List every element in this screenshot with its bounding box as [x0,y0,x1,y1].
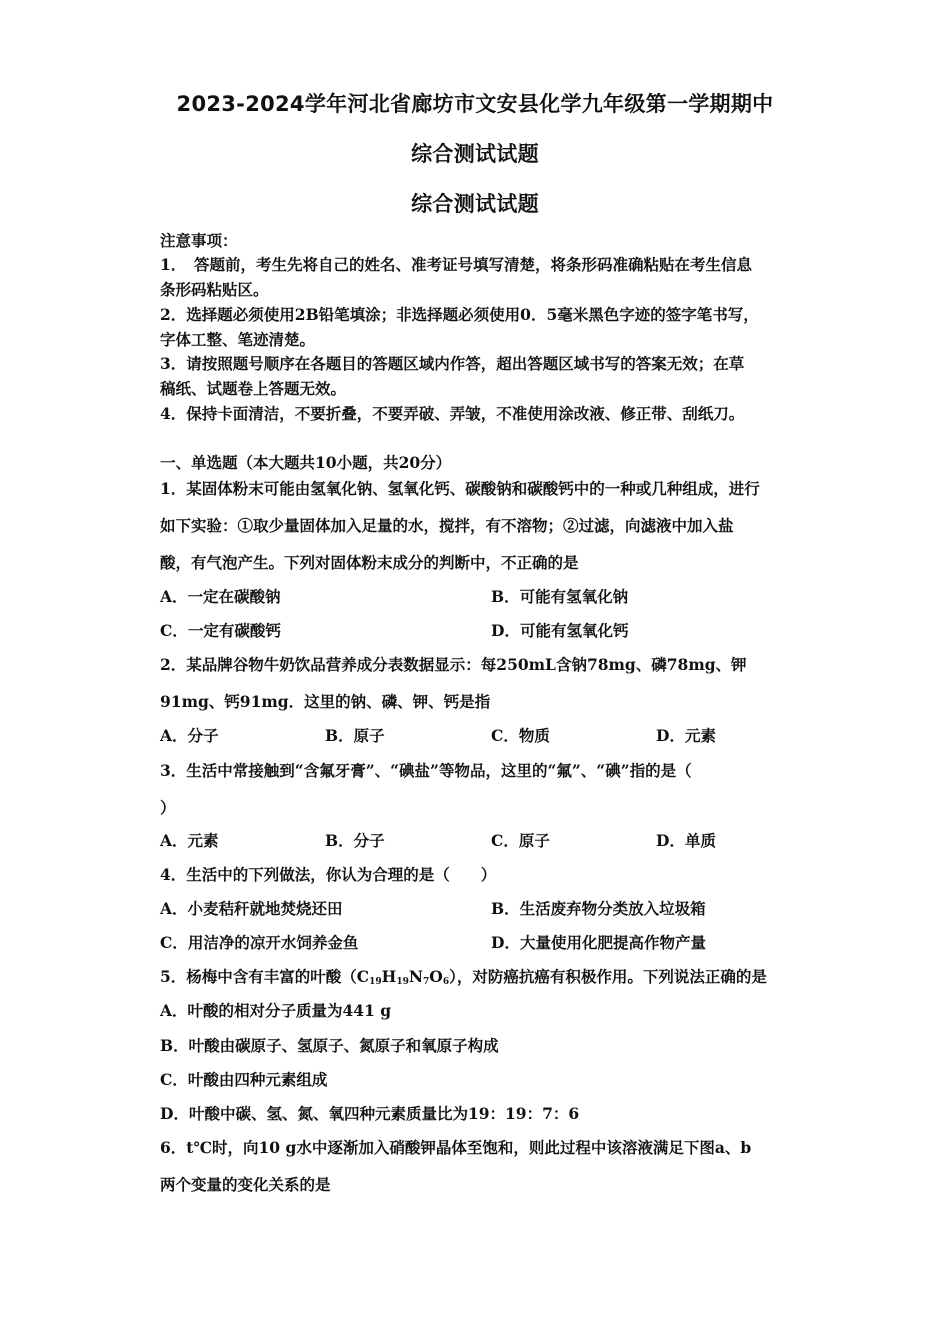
notice-line: 2．选择题必须使用2B铅笔填涂；非选择题必须使用0．5毫米黑色字迹的签字笔书写， [160,305,759,324]
notice-line: 1． 答题前，考生先将自己的姓名、准考证号填写清楚，将条形码准确粘贴在考生信息 [160,255,753,274]
q1-option-b: B．可能有氢氧化钠 [491,587,629,606]
q4-option-c: C．用洁净的凉开水饲养金鱼 [160,933,359,952]
q1-option-c: C．一定有碳酸钙 [160,621,281,640]
question-3-line: 3．生活中常接触到“含氟牙膏”、“碘盐”等物品，这里的“氟”、“碘”指的是（ [160,761,692,780]
q4-option-b: B．生活废弃物分类放入垃圾箱 [491,899,706,918]
exam-title-line2: 综合测试试题 [411,142,539,166]
q5-option-c: C．叶酸由四种元素组成 [160,1070,328,1089]
notice-line: 4．保持卡面清洁，不要折叠，不要弄破、弄皱，不准使用涂改液、修正带、刮纸刀。 [160,404,745,423]
question-1-line: 1．某固体粉末可能由氢氧化钠、氢氧化钙、碳酸钠和碳酸钙中的一种或几种组成，进行 [160,479,760,498]
question-2-line: 91mg、钙91mg．这里的钠、磷、钾、钙是指 [160,692,491,711]
q1-option-a: A．一定在碳酸钠 [160,587,281,606]
q4-option-a: A．小麦秸秆就地焚烧还田 [160,899,343,918]
q2-option-b: B．原子 [325,726,385,745]
question-2-line: 2．某品牌谷物牛奶饮品营养成分表数据显示：每250mL含钠78mg、磷78mg、钾 [160,655,747,674]
section-heading: 一、单选题（本大题共10小题，共20分） [160,453,452,472]
q5-option-d: D．叶酸中碳、氢、氮、氧四种元素质量比为19：19：7：6 [160,1104,580,1123]
q2-option-d: D．元素 [656,726,716,745]
q1-option-d: D．可能有氢氧化钙 [491,621,629,640]
question-6-line: 两个变量的变化关系的是 [160,1175,331,1194]
exam-title-line3: 综合测试试题 [411,192,539,216]
folic-acid-formula: $C_{19}H_{19}N_7O_6$ [356,967,450,987]
notice-line: 3．请按照题号顺序在各题目的答题区域内作答，超出答题区域书写的答案无效；在草 [160,354,745,373]
notice-line: 字体工整、笔迹清楚。 [160,330,316,349]
exam-title-line1: 2023-2024学年河北省廊坊市文安县化学九年级第一学期期中 [176,92,774,116]
q2-option-c: C．物质 [491,726,550,745]
notice-line: 稿纸、试题卷上答题无效。 [160,379,347,398]
question-1-line: 如下实验：①取少量固体加入足量的水，搅拌，有不溶物；②过滤，向滤液中加入盐 [160,516,734,535]
q5-stem-post: ），对防癌抗癌有积极作用。下列说法正确的是 [449,967,767,986]
q3-option-a: A．元素 [160,831,219,850]
q5-option-a: A．叶酸的相对分子质量为441 g [160,1001,392,1020]
q5-option-b: B．叶酸由碳原子、氢原子、氮原子和氧原子构成 [160,1036,499,1055]
q4-option-d: D．大量使用化肥提高作物产量 [491,933,706,952]
q3-option-c: C．原子 [491,831,550,850]
q3-option-d: D．单质 [656,831,716,850]
notice-heading: 注意事项： [160,231,238,250]
question-1-line: 酸，有气泡产生。下列对固体粉末成分的判断中，不正确的是 [160,553,579,572]
question-5-stem [160,965,767,987]
q2-option-a: A．分子 [160,726,219,745]
q3-option-b: B．分子 [325,831,385,850]
question-3-line: ） [160,798,176,817]
question-4-stem: 4．生活中的下列做法，你认为合理的是（ ） [160,865,497,884]
q5-stem-pre: 5．杨梅中含有丰富的叶酸（ [160,967,357,986]
notice-line: 条形码粘贴区。 [160,280,269,299]
question-6-line: 6．t℃时，向10 g水中逐渐加入硝酸钾晶体至饱和，则此过程中该溶液满足下图a、b [160,1138,752,1157]
